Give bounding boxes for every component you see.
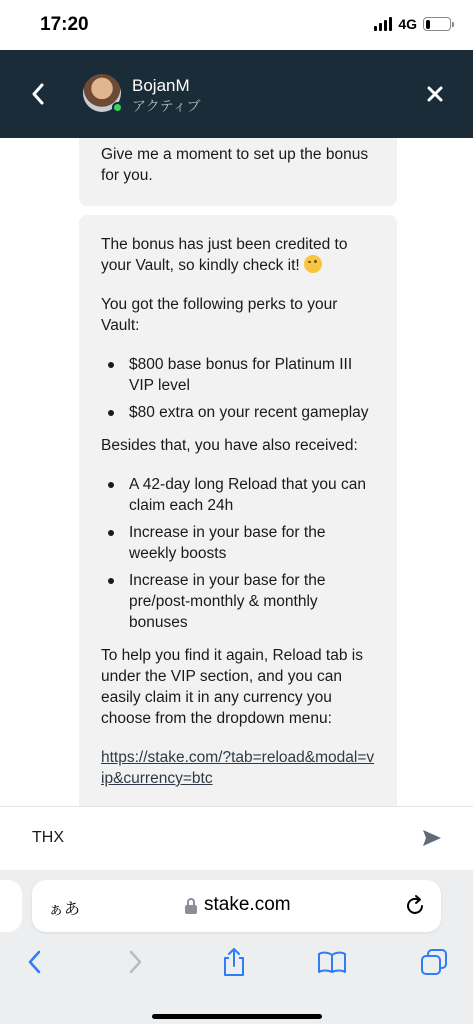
close-button[interactable] xyxy=(419,76,451,112)
back-icon xyxy=(27,950,41,974)
list-item: Increase in your base for the weekly boosts xyxy=(101,522,375,564)
browser-toolbar xyxy=(0,870,473,1024)
reload-link[interactable]: https://stake.com/?tab=reload&modal=vip&currency=btc xyxy=(101,749,375,787)
message-bubble xyxy=(79,215,397,806)
message-input[interactable] xyxy=(32,825,392,851)
perks-list xyxy=(101,354,375,423)
status-time: 17:20 xyxy=(40,14,89,35)
help-text: To help you find it again, Reload tab is under the VIP section, and you can easily claim it in any currency you choose from the dropdown menu: xyxy=(101,647,363,727)
browser-forward-button[interactable] xyxy=(120,946,152,978)
status-indicators xyxy=(374,16,451,32)
contact-name: BojanM xyxy=(132,76,190,95)
reload-icon[interactable] xyxy=(403,894,427,918)
tabs-button[interactable] xyxy=(418,946,450,978)
message-list[interactable] xyxy=(0,138,473,806)
list-item: Increase in your base for the pre/post-monthly & monthly bonuses xyxy=(101,570,375,633)
home-indicator xyxy=(152,1014,322,1019)
extras-list xyxy=(101,474,375,633)
signal-icon xyxy=(374,17,392,31)
chat-header xyxy=(0,50,473,138)
list-item: A 42-day long Reload that you can claim each 24h xyxy=(101,474,375,516)
page-settings-button[interactable]: ぁあ xyxy=(48,901,81,918)
chevron-left-icon xyxy=(31,83,45,105)
tabs-icon xyxy=(420,948,448,976)
browser-nav-toolbar xyxy=(0,942,473,986)
send-icon xyxy=(421,827,443,849)
url-text: stake.com xyxy=(204,894,291,915)
previous-tab-preview[interactable] xyxy=(0,880,22,932)
lock-icon xyxy=(184,897,198,915)
share-icon xyxy=(221,947,247,977)
message-composer xyxy=(0,806,473,870)
address-bar[interactable] xyxy=(32,880,441,932)
bookmarks-button[interactable] xyxy=(316,946,348,978)
browser-back-button[interactable] xyxy=(18,946,50,978)
message-text: Give me a moment to set up the bonus for you. xyxy=(101,146,369,184)
forward-icon xyxy=(129,950,143,974)
back-button[interactable] xyxy=(22,76,54,112)
status-bar xyxy=(0,0,473,50)
list-item: $80 extra on your recent gameplay xyxy=(101,402,375,423)
message-intro: The bonus has just been credited to your Vault, so kindly check it! xyxy=(101,236,348,274)
network-type: 4G xyxy=(398,16,417,32)
share-button[interactable] xyxy=(218,946,250,978)
battery-icon xyxy=(423,17,451,31)
close-icon xyxy=(426,85,444,103)
message-bubble xyxy=(79,138,397,206)
contact-status: アクティブ xyxy=(132,98,201,114)
online-status-dot xyxy=(112,102,123,113)
extras-heading: Besides that, you have also received: xyxy=(101,437,358,454)
send-button[interactable] xyxy=(421,827,445,851)
perks-heading: You got the following perks to your Vault: xyxy=(101,296,338,334)
wink-emoji-icon xyxy=(304,255,322,273)
list-item: $800 base bonus for Platinum III VIP level xyxy=(101,354,375,396)
bookmarks-icon xyxy=(317,950,347,974)
